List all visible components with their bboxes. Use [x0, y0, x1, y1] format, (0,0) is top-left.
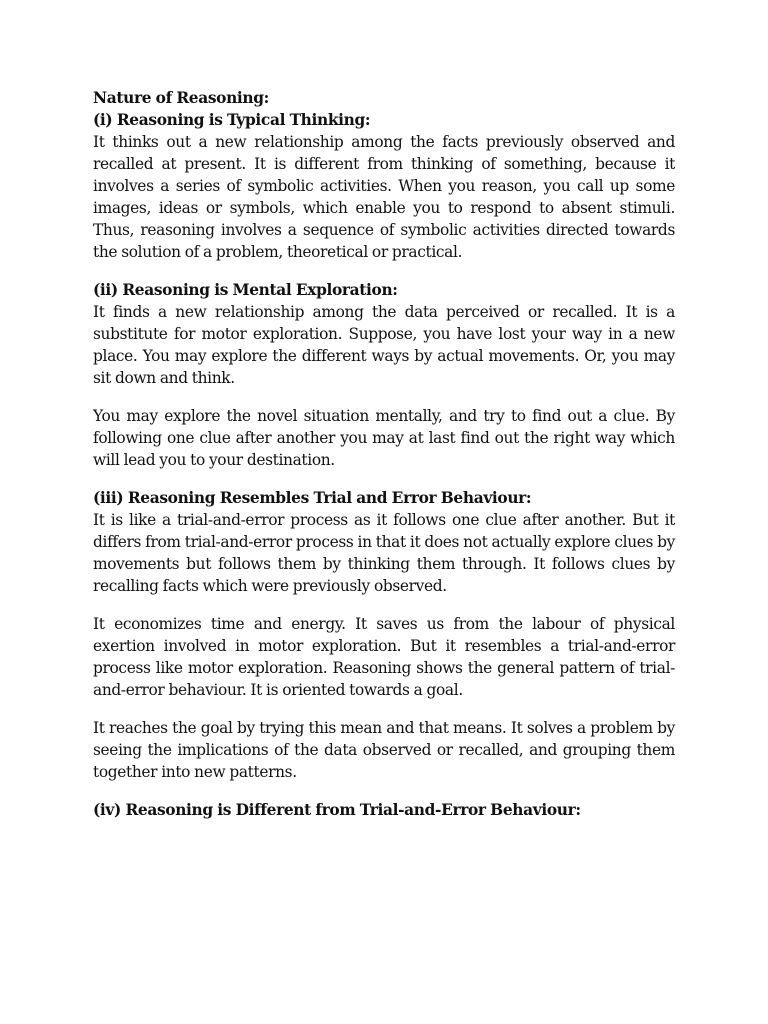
- document-page: [93, 87, 675, 821]
- section-heading-4: (iv) Reasoning is Different from Trial-and-Error Behaviour:: [93, 801, 581, 819]
- section-heading-1: (i) Reasoning is Typical Thinking:: [93, 111, 371, 129]
- document-title: Nature of Reasoning:: [93, 89, 269, 107]
- section-heading-2: (ii) Reasoning is Mental Exploration:: [93, 281, 398, 299]
- section-3-paragraph-3: It reaches the goal by trying this mean and that means. It solves a problem by seeing the implications of the data observed or recalled, and grouping them together into new patterns.: [93, 719, 675, 781]
- section-2-paragraph-2: You may explore the novel situation mentally, and try to find out a clue. By following one clue after another you may at last find out the right way which will lead you to your destination.: [93, 407, 675, 469]
- section-3-paragraph-1: It is like a trial-and-error process as it follows one clue after another. But it differs from trial-and-error process in that it does not actually explore clues by movements but follows them by thinking them through. It follows clues by recalling facts which were previously observed.: [93, 511, 675, 595]
- section-2-paragraph-1: It finds a new relationship among the data perceived or recalled. It is a substitute for motor exploration. Suppose, you have lost your way in a new place. You may explore the different ways by actual movements. Or, you may sit down and think.: [93, 303, 675, 387]
- section-1-paragraph-1: It thinks out a new relationship among the facts previously observed and recalled at present. It is different from thinking of something, because it involves a series of symbolic activities. When you reason, you call up some images, ideas or symbols, which enable you to respond to absent stimuli. Thus, reasoning involves a sequence of symbolic activities directed towards the solution of a problem, theoretical or practical.: [93, 133, 675, 261]
- section-3-paragraph-2: It economizes time and energy. It saves us from the labour of physical exertion involved in motor exploration. But it resembles a trial-and-error process like motor exploration. Reasoning shows the general pattern of trial-and-error behaviour. It is oriented towards a goal.: [93, 615, 675, 699]
- section-heading-3: (iii) Reasoning Resembles Trial and Error Behaviour:: [93, 489, 532, 507]
